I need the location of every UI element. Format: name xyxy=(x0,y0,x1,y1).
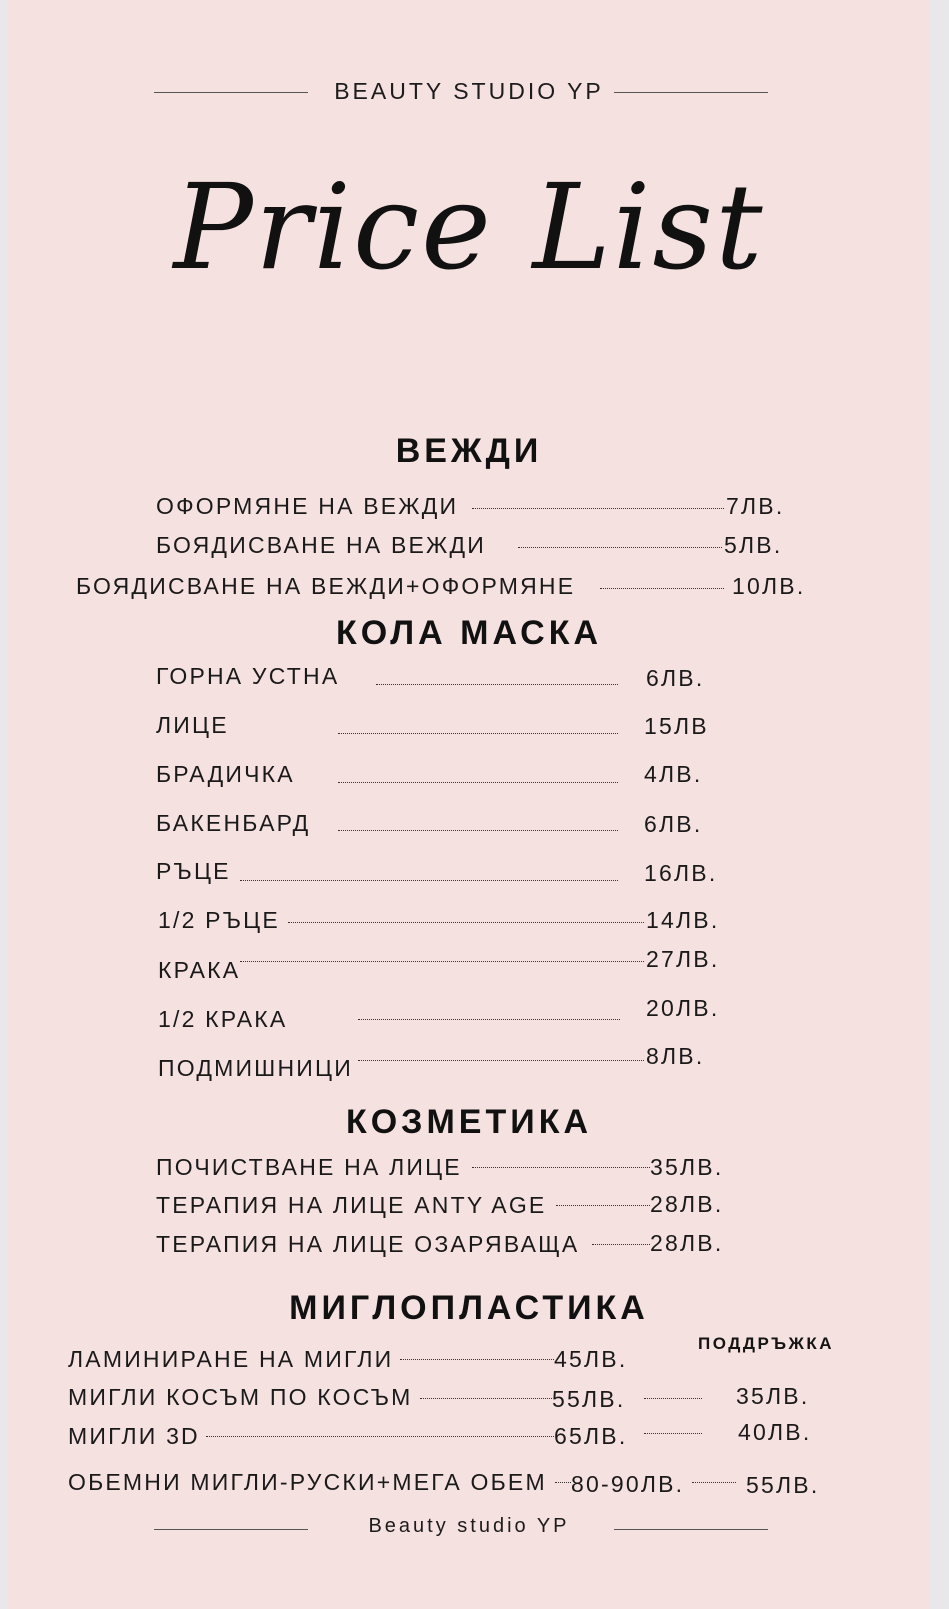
dot-leader xyxy=(338,830,618,831)
dot-leader xyxy=(592,1244,650,1245)
item-name: ПОЧИСТВАНЕ НА ЛИЦЕ xyxy=(156,1154,462,1180)
item-name: МИГЛИ КОСЪМ ПО КОСЪМ xyxy=(68,1384,413,1410)
item-support-price: 40ЛВ. xyxy=(738,1419,812,1445)
item-price: 7ЛВ. xyxy=(726,493,785,519)
dot-leader xyxy=(206,1436,554,1437)
item-name: 1/2 КРАКА xyxy=(158,1006,288,1032)
dot-leader xyxy=(555,1482,571,1483)
item-name: ОБЕМНИ МИГЛИ-РУСКИ+МЕГА ОБЕМ xyxy=(68,1469,547,1495)
dot-leader xyxy=(644,1433,702,1434)
item-support-price: 55ЛВ. xyxy=(746,1472,820,1498)
item-price: 10ЛВ. xyxy=(732,573,806,599)
item-name: МИГЛИ 3D xyxy=(68,1423,200,1449)
item-price: 4ЛВ. xyxy=(644,761,703,787)
dot-leader xyxy=(240,880,618,881)
item-name: ПОДМИШНИЦИ xyxy=(158,1055,353,1081)
item-price: 5ЛВ. xyxy=(724,532,783,558)
dot-leader xyxy=(338,733,618,734)
item-name: ГОРНА УСТНА xyxy=(156,663,340,689)
item-price: 28ЛВ. xyxy=(650,1230,724,1256)
price-list-page xyxy=(8,0,930,1609)
item-price: 65ЛВ. xyxy=(554,1423,628,1449)
item-price: 6ЛВ. xyxy=(646,665,705,691)
dot-leader xyxy=(472,508,724,509)
item-support-price: 35ЛВ. xyxy=(736,1383,810,1409)
studio-name: BEAUTY STUDIO YP xyxy=(334,78,604,104)
item-price: 16ЛВ. xyxy=(644,860,718,886)
item-price: 14ЛВ. xyxy=(646,907,720,933)
item-name: БОЯДИСВАНЕ НА ВЕЖДИ+ОФОРМЯНЕ xyxy=(76,573,576,599)
item-price: 45ЛВ. xyxy=(554,1346,628,1372)
dot-leader xyxy=(240,961,644,962)
dot-leader xyxy=(420,1398,552,1399)
item-price: 55ЛВ. xyxy=(552,1386,626,1412)
item-price: 20ЛВ. xyxy=(646,995,720,1021)
item-name: БОЯДИСВАНЕ НА ВЕЖДИ xyxy=(156,532,486,558)
item-name: ТЕРАПИЯ НА ЛИЦЕ ANTY AGE xyxy=(156,1192,547,1218)
dot-leader xyxy=(376,684,618,685)
dot-leader xyxy=(338,782,618,783)
item-name: ЛИЦЕ xyxy=(156,712,229,738)
item-price: 28ЛВ. xyxy=(650,1191,724,1217)
item-name: ЛАМИНИРАНЕ НА МИГЛИ xyxy=(68,1346,394,1372)
dot-leader xyxy=(400,1359,554,1360)
dot-leader xyxy=(518,547,722,548)
section-title-cosmetics: КОЗМЕТИКА xyxy=(345,1103,592,1141)
item-name: БАКЕНБАРД xyxy=(156,810,311,836)
page-title: Price List xyxy=(173,158,765,296)
item-price: 6ЛВ. xyxy=(644,811,703,837)
item-name: КРАКА xyxy=(158,957,241,983)
section-title-wax: КОЛА МАСКА xyxy=(335,614,603,652)
item-price: 35ЛВ. xyxy=(650,1154,724,1180)
dot-leader xyxy=(358,1019,620,1020)
item-price: 8ЛВ. xyxy=(646,1043,705,1069)
dot-leader xyxy=(644,1398,702,1399)
dot-leader xyxy=(288,922,644,923)
dot-leader xyxy=(556,1205,650,1206)
item-name: 1/2 РЪЦЕ xyxy=(158,907,280,933)
footer-text: Beauty studio YP xyxy=(368,1515,570,1537)
item-name: ТЕРАПИЯ НА ЛИЦЕ ОЗАРЯВАЩА xyxy=(156,1231,580,1257)
item-name: ОФОРМЯНЕ НА ВЕЖДИ xyxy=(156,493,459,519)
section-title-lashes: МИГЛОПЛАСТИКА xyxy=(289,1289,649,1327)
section-title-brows: ВЕЖДИ xyxy=(395,432,543,470)
dot-leader xyxy=(358,1060,644,1061)
item-name: РЪЦЕ xyxy=(156,858,231,884)
support-column-header: ПОДДРЪЖКА xyxy=(698,1334,835,1353)
dot-leader xyxy=(600,588,724,589)
item-price: 15ЛВ xyxy=(644,713,709,739)
item-price: 80-90ЛВ. xyxy=(571,1471,685,1497)
dot-leader xyxy=(472,1167,650,1168)
item-price: 27ЛВ. xyxy=(646,946,720,972)
item-name: БРАДИЧКА xyxy=(156,761,295,787)
dot-leader xyxy=(692,1482,736,1483)
